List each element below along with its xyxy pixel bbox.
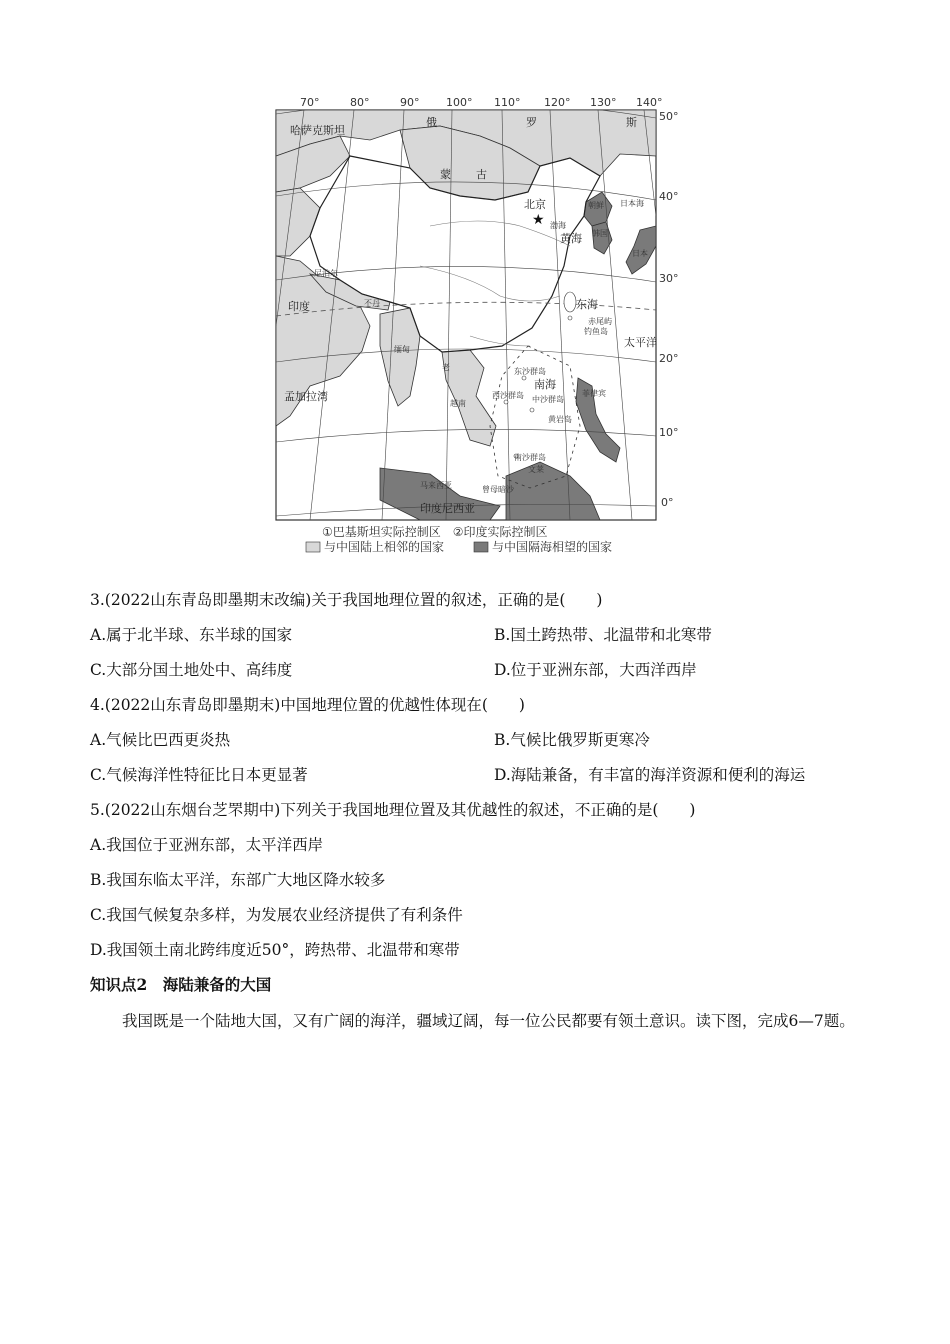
lat-label: 30° [659, 272, 679, 285]
lon-label: 100° [446, 96, 473, 109]
beijing-star-icon: ★ [532, 212, 545, 228]
lat-label: 50° [659, 110, 679, 123]
label-kazakhstan: 哈萨克斯坦 [290, 124, 345, 137]
lon-label: 140° [636, 96, 663, 109]
lat-label: 10° [659, 426, 679, 439]
label-south-korea: 韩国 [592, 229, 608, 238]
label-nansha: 南沙群岛 [514, 453, 546, 462]
q3-option-d: D.位于亚洲东部，大西洋西岸 [494, 661, 697, 679]
q4-option-c: C.气候海洋性特征比日本更显著 [90, 766, 308, 784]
q5-option-a: A.我国位于亚洲东部，太平洋西岸 [90, 836, 324, 854]
legend-sea-swatch [474, 542, 488, 552]
q3-option-a: A.属于北半球、东半球的国家 [90, 626, 293, 644]
label-malaysia: 马来西亚 [420, 481, 452, 490]
label-beijing: 北京 [524, 198, 546, 211]
label-bengal: 孟加拉湾 [284, 390, 328, 403]
latitude-labels [659, 110, 679, 509]
label-nepal: 尼泊尔 [314, 269, 338, 278]
q5-option-d: D.我国领土南北跨纬度近50°，跨热带、北温带和寒带 [90, 941, 460, 959]
label-diaoyu: 钓鱼岛 [584, 327, 608, 336]
label-east-sea: 东海 [576, 298, 598, 311]
q5-stem: 5.(2022山东烟台芝罘期中)下列关于我国地理位置及其优越性的叙述，不正确的是( ) [90, 801, 696, 819]
asia-map [270, 96, 680, 558]
label-xisha: 西沙群岛 [492, 391, 524, 400]
label-russia-2: 罗 [526, 116, 537, 129]
lon-label: 130° [590, 96, 617, 109]
q4-option-d: D.海陆兼备，有丰富的海洋资源和便利的海运 [494, 766, 806, 784]
label-mongolia-1: 蒙 [440, 168, 451, 181]
q3-option-b: B.国土跨热带、北温带和北寒带 [494, 626, 712, 644]
lon-label: 90° [400, 96, 420, 109]
label-russia-3: 斯 [626, 116, 637, 129]
q4-option-b: B.气候比俄罗斯更寒冷 [494, 731, 650, 749]
q5-option-b: B.我国东临太平洋，东部广大地区降水较多 [90, 871, 386, 889]
legend-sea: 与中国隔海相望的国家 [492, 540, 613, 554]
label-japan: 日本 [632, 249, 648, 258]
legend-line1: ①巴基斯坦实际控制区 ②印度实际控制区 [322, 525, 548, 539]
map-figure [270, 96, 680, 558]
label-dongsha: 东沙群岛 [514, 367, 546, 376]
label-pacific: 太平洋 [624, 336, 657, 349]
label-japan-sea: 日本海 [620, 199, 644, 208]
q5-option-c: C.我国气候复杂多样，为发展农业经济提供了有利条件 [90, 906, 463, 924]
q3-stem: 3.(2022山东青岛即墨期末改编)关于我国地理位置的叙述，正确的是( ) [90, 591, 603, 609]
q4-option-a: A.气候比巴西更炎热 [90, 731, 231, 749]
label-bhutan: 不丹 [364, 299, 380, 308]
label-zengmu: 曾母暗沙 [482, 485, 514, 494]
label-zhongsha: 中沙群岛 [532, 395, 564, 404]
legend-land-swatch [306, 542, 320, 552]
label-india: 印度 [288, 300, 310, 313]
label-myanmar: 缅甸 [394, 345, 410, 354]
label-yellow-sea: 黄海 [560, 232, 582, 245]
q3-option-c: C.大部分国土地处中、高纬度 [90, 661, 293, 679]
lon-label: 120° [544, 96, 571, 109]
label-chiwei: 赤尾屿 [588, 317, 612, 326]
q4-stem: 4.(2022山东青岛即墨期末)中国地理位置的优越性体现在( ) [90, 696, 525, 714]
legend-land: 与中国陆上相邻的国家 [324, 540, 445, 554]
lat-label: 40° [659, 190, 679, 203]
label-south-sea: 南海 [534, 378, 556, 391]
label-huangyan: 黄岩岛 [548, 415, 572, 424]
label-bohai: 渤海 [550, 221, 566, 230]
label-laos: 老 [442, 363, 450, 372]
label-russia-1: 俄 [426, 116, 437, 129]
section-intro: 我国既是一个陆地大国，又有广阔的海洋，疆域辽阔，每一位公民都要有领土意识。读下图，完成6—7题。 [122, 1012, 855, 1030]
longitude-labels [300, 96, 663, 109]
label-philippines: 菲律宾 [582, 389, 606, 398]
lat-label: 20° [659, 352, 679, 365]
section-title: 知识点2 海陆兼备的大国 [90, 975, 272, 994]
lon-label: 70° [300, 96, 320, 109]
label-mongolia-2: 古 [476, 168, 487, 181]
label-indonesia: 印度尼西亚 [420, 502, 475, 515]
lat-label: 0° [661, 496, 674, 509]
label-north-korea: 朝鲜 [588, 201, 604, 210]
label-vietnam: 越南 [450, 399, 466, 408]
label-brunei: 文莱 [528, 465, 544, 474]
lon-label: 110° [494, 96, 521, 109]
lon-label: 80° [350, 96, 370, 109]
